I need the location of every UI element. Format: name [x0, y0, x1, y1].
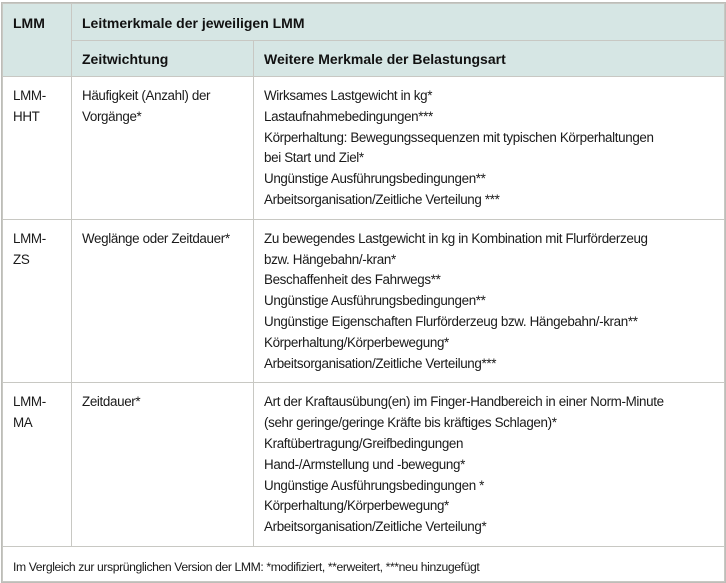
header-group-leitmerkmale: Leitmerkmale der jeweiligen LMM — [72, 4, 725, 41]
cell-merkmale: Zu bewegendes Lastgewicht in kg in Kombination mit Flurförderzeug bzw. Hängebahn/-kran* Beschaffenheit des Fahrwegs** Ungünstige Ausführungsbedingungen** Ungünstige Eigenschaften Flurförderzeug bzw. Hängebahn/-kran** Körperhaltung/Körperbewegung* Arbeitsorganisation/Zeitliche Verteilung*** — [254, 219, 725, 383]
cell-merkmale: Art der Kraftausübung(en) im Finger-Handbereich in einer Norm-Minute (sehr geringe/geringe Kräfte bis kräftiges Schlagen)* Kraftübertragung/Greifbedingungen Hand-/Armstellung und -bewegung* Ungünstige Ausführungsbedingungen * Körperhaltung/Körperbewegung* Arbeitsorganisation/Zeitliche Verteilung* — [254, 383, 725, 547]
table-row-lmm-ma — [3, 383, 725, 547]
header-weitere-merkmale: Weitere Merkmale der Belastungsart — [254, 41, 725, 77]
cell-zeitwichtung: Weglänge oder Zeitdauer* — [72, 219, 254, 383]
header-lmm: LMM — [3, 4, 72, 77]
cell-lmm: LMM-MA — [3, 383, 72, 547]
table-footnote-row — [3, 546, 725, 581]
table-row-lmm-zs — [3, 219, 725, 383]
table-row-lmm-hht — [3, 77, 725, 220]
cell-zeitwichtung: Häufigkeit (Anzahl) der Vorgänge* — [72, 77, 254, 220]
footnote: Im Vergleich zur ursprünglichen Version der LMM: *modifiziert, **erweitert, ***neu hinzugefügt — [3, 546, 725, 581]
header-zeitwichtung: Zeitwichtung — [72, 41, 254, 77]
cell-lmm: LMM-ZS — [3, 219, 72, 383]
cell-lmm: LMM-HHT — [3, 77, 72, 220]
lmm-features-table — [1, 2, 726, 583]
cell-zeitwichtung: Zeitdauer* — [72, 383, 254, 547]
cell-merkmale: Wirksames Lastgewicht in kg* Lastaufnahmebedingungen*** Körperhaltung: Bewegungssequenzen mit typischen Körperhaltungen bei Start und Ziel* Ungünstige Ausführungsbedingungen** Arbeitsorganisation/Zeitliche Verteilung *** — [254, 77, 725, 220]
